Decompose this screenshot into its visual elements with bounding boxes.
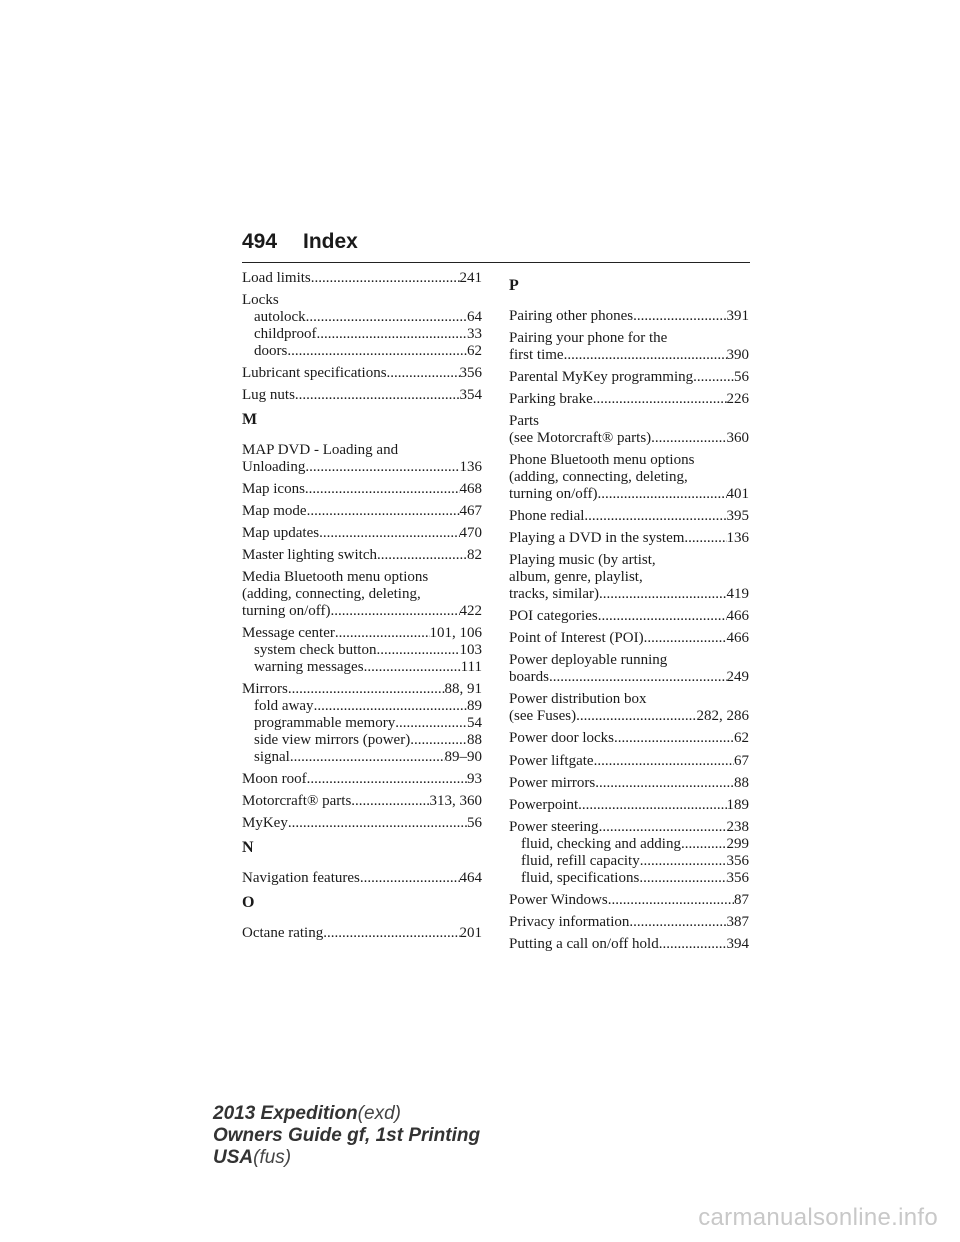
page-reference: 189 [726, 796, 749, 813]
dot-leader [305, 459, 459, 476]
dot-leader [364, 659, 461, 676]
entry-text: Point of Interest (POI) [509, 630, 644, 647]
index-entry [509, 652, 749, 686]
entry-text: Power distribution box [509, 691, 647, 708]
index-entry [242, 625, 482, 676]
dot-leader [593, 391, 727, 408]
page-reference: 464 [459, 869, 482, 886]
dot-leader [594, 753, 734, 770]
dot-leader [319, 525, 459, 542]
page-reference: 103 [459, 642, 482, 659]
dot-leader [684, 530, 726, 547]
entry-text: MAP DVD - Loading and [242, 441, 399, 458]
dot-leader [395, 715, 467, 732]
index-subentry [242, 343, 482, 360]
page-reference: 89 [467, 698, 482, 714]
index-entry [509, 452, 749, 503]
page-reference: 390 [726, 347, 749, 363]
dot-leader [307, 503, 460, 520]
index-subentry [242, 642, 482, 659]
index-entry-line [242, 525, 482, 542]
page-reference: 395 [726, 508, 749, 525]
index-entry-line [242, 547, 482, 564]
page-reference: 391 [726, 308, 749, 324]
index-entry-line [509, 708, 749, 725]
dot-leader [598, 608, 727, 625]
index-entry-line [242, 793, 482, 810]
index-column-left [242, 270, 482, 947]
index-entry [509, 391, 749, 408]
page-reference: 466 [726, 630, 749, 647]
entry-text: Power mirrors [509, 774, 596, 791]
index-subentry [242, 715, 482, 732]
page-number: 494 [242, 230, 278, 253]
index-entry-line [509, 452, 749, 469]
index-entry-line [242, 503, 482, 520]
index-entry [242, 442, 482, 476]
page-reference: 387 [726, 913, 749, 930]
page-reference: 56 [467, 815, 482, 831]
index-subentry [242, 309, 482, 326]
dot-leader [287, 343, 467, 360]
index-entry-line [509, 691, 749, 708]
index-entry-line [509, 552, 749, 569]
dot-leader [659, 936, 727, 953]
page-reference: 54 [467, 714, 482, 731]
entry-text: Playing a DVD in the system [509, 530, 685, 547]
page-reference: 88, 91 [444, 681, 482, 698]
entry-text: Power steering [509, 818, 599, 835]
page-reference: 356 [726, 869, 749, 886]
page-reference: 64 [467, 309, 482, 325]
entry-text: Navigation features [242, 869, 360, 886]
page-reference: 136 [459, 458, 482, 475]
page-reference: 238 [726, 818, 749, 835]
entry-text: tracks, similar) [509, 586, 599, 603]
entry-text: (adding, connecting, deleting, [242, 586, 421, 603]
dot-leader [576, 708, 696, 725]
index-entry [242, 292, 482, 360]
index-entry [242, 503, 482, 520]
index-entry [242, 870, 482, 887]
dot-leader [644, 630, 727, 647]
index-entry-line [509, 347, 749, 364]
index-entry [509, 369, 749, 386]
index-entry-line [242, 481, 482, 498]
entry-text: autolock [254, 309, 306, 325]
entry-text: Media Bluetooth menu options [242, 569, 429, 586]
entry-text: Powerpoint [509, 796, 579, 813]
page-reference: 356 [459, 364, 482, 381]
index-entry-line [509, 652, 749, 669]
index-entry [509, 530, 749, 547]
index-entry-line [509, 892, 749, 909]
entry-text: Map updates [242, 525, 320, 542]
page-reference: 354 [459, 387, 482, 403]
page-reference: 241 [459, 270, 482, 286]
entry-text: (adding, connecting, deleting, [509, 469, 688, 486]
entry-text: Motorcraft® parts [242, 792, 352, 809]
index-entry [509, 691, 749, 725]
page-reference: 56 [734, 369, 749, 386]
dot-leader [307, 771, 467, 788]
index-entry [242, 525, 482, 542]
page-title: Index [303, 230, 358, 253]
entry-text: programmable memory [254, 714, 396, 731]
footer-line-3: USA(fus) [213, 1147, 292, 1168]
index-entry [242, 387, 482, 404]
index-entry-line [242, 569, 482, 586]
entry-text: Moon roof [242, 770, 307, 787]
index-entry-line [242, 870, 482, 887]
page-reference: 33 [467, 325, 482, 342]
entry-text: system check button [254, 642, 377, 659]
entry-text: Mirrors [242, 681, 288, 698]
dot-leader [608, 892, 734, 909]
index-entry [242, 270, 482, 287]
dot-leader [595, 775, 734, 792]
page-reference: 88 [467, 731, 482, 748]
index-entry [509, 608, 749, 625]
entry-text: Putting a call on/off hold [509, 935, 659, 952]
page-reference: 111 [460, 659, 482, 675]
dot-leader [351, 793, 429, 810]
page-reference: 249 [726, 669, 749, 686]
index-entry [242, 815, 482, 832]
page-reference: 360 [726, 430, 749, 447]
page-reference: 422 [459, 603, 482, 620]
index-entry-line [509, 819, 749, 836]
entry-text: turning on/off) [509, 486, 598, 503]
footer-line-2: Owners Guide gf, 1st Printing [213, 1125, 481, 1146]
dot-leader [387, 365, 460, 382]
page-reference: 282, 286 [696, 708, 749, 725]
entry-text: Map mode [242, 503, 307, 519]
entry-text: Unloading [242, 458, 306, 475]
index-entry-line [242, 681, 482, 698]
index-entry-line [509, 508, 749, 525]
index-entry-line [509, 569, 749, 586]
index-entry [242, 793, 482, 810]
page-reference: 401 [726, 486, 749, 503]
dot-leader [330, 603, 459, 620]
dot-leader [578, 797, 726, 814]
index-entry [509, 936, 749, 953]
entry-text: Load limits [242, 270, 311, 286]
index-entry [509, 753, 749, 770]
entry-text: turning on/off) [242, 603, 331, 620]
page-reference: 394 [726, 935, 749, 952]
entry-text: Power liftgate [509, 752, 594, 769]
dot-leader [311, 270, 460, 287]
index-entry [242, 925, 482, 942]
index-entry-line [509, 608, 749, 625]
index-subentry [509, 853, 749, 870]
dot-leader [288, 681, 445, 698]
entry-text: Lug nuts [242, 387, 295, 403]
dot-leader [360, 870, 460, 887]
dot-leader [335, 625, 430, 642]
index-entry-line [242, 603, 482, 620]
index-entry-line [509, 330, 749, 347]
index-subentry [509, 836, 749, 853]
index-entry-line [509, 469, 749, 486]
index-entry-line [509, 486, 749, 503]
index-entry-line [242, 365, 482, 382]
index-entry [509, 630, 749, 647]
entry-text: Phone Bluetooth menu options [509, 452, 695, 469]
page-reference: 62 [467, 342, 482, 359]
index-entry-line [509, 308, 749, 325]
dot-leader [305, 481, 460, 498]
entry-text: Power door locks [509, 730, 614, 747]
page-reference: 470 [459, 525, 482, 542]
dot-leader [314, 698, 467, 715]
entry-text: fold away [254, 698, 314, 714]
dot-leader [681, 836, 727, 853]
entry-text: Lubricant specifications [242, 364, 387, 381]
index-entry-line [509, 586, 749, 603]
dot-leader [651, 430, 726, 447]
index-entry [509, 775, 749, 792]
index-entry [509, 730, 749, 747]
dot-leader [316, 326, 467, 343]
index-entry [509, 892, 749, 909]
dot-leader [597, 486, 726, 503]
entry-text: Power deployable running [509, 652, 668, 669]
entry-text: (see Motorcraft® parts) [509, 430, 652, 447]
index-entry-line [242, 625, 482, 642]
index-entry [242, 569, 482, 620]
index-entry-line [509, 430, 749, 447]
index-entry-line [509, 630, 749, 647]
page-reference: 313, 360 [429, 792, 482, 809]
page-reference: 82 [467, 547, 482, 564]
index-entry [509, 330, 749, 364]
dot-leader [549, 669, 727, 686]
index-entry-line [509, 391, 749, 408]
section-letter: N [242, 838, 254, 856]
index-entry [509, 914, 749, 931]
entry-text: side view mirrors (power) [254, 731, 411, 748]
index-entry-line [509, 775, 749, 792]
index-entry-line [509, 669, 749, 686]
dot-leader [288, 815, 467, 832]
page-header [242, 228, 750, 263]
index-entry-line [242, 815, 482, 832]
dot-leader [323, 925, 459, 942]
entry-text: Parental MyKey programming [509, 369, 694, 386]
index-subentry [242, 326, 482, 343]
entry-text: Phone redial [509, 508, 585, 525]
entry-text: boards [509, 669, 549, 686]
entry-text: doors [254, 342, 288, 359]
entry-text: signal [254, 748, 290, 765]
entry-text: Privacy information [509, 913, 630, 930]
index-entry [509, 797, 749, 814]
dot-leader [599, 586, 727, 603]
index-entry-line [509, 413, 749, 430]
index-entry [242, 481, 482, 498]
entry-text: childproof [254, 325, 317, 342]
index-entry-line [242, 292, 482, 309]
page-reference: 356 [726, 852, 749, 869]
index-entry [509, 819, 749, 887]
page-reference: 93 [467, 770, 482, 787]
dot-leader [633, 308, 726, 325]
dot-leader [640, 853, 727, 870]
entry-text: album, genre, playlist, [509, 569, 643, 586]
page-reference: 468 [459, 480, 482, 497]
page-reference: 299 [726, 835, 749, 852]
entry-text: (see Fuses) [509, 708, 577, 725]
index-entry [242, 365, 482, 382]
page-reference: 101, 106 [429, 625, 482, 642]
index-entry [509, 308, 749, 325]
dot-leader [614, 730, 734, 747]
index-entry [242, 771, 482, 788]
site-watermark: carmanualsonline.info [698, 1204, 938, 1231]
page-reference: 466 [726, 608, 749, 625]
index-entry-line [509, 730, 749, 747]
entry-text: fluid, refill capacity [521, 852, 640, 869]
section-letter: O [242, 893, 255, 911]
index-entry [242, 547, 482, 564]
entry-text: Power Windows [509, 891, 608, 908]
index-entry [509, 413, 749, 447]
entry-text: Parts [509, 413, 539, 430]
index-entry [509, 508, 749, 525]
index-entry-line [509, 369, 749, 386]
index-subentry [242, 659, 482, 676]
index-entry-line [242, 925, 482, 942]
index-entry-line [242, 459, 482, 476]
page-reference: 89–90 [444, 748, 482, 765]
dot-leader [290, 749, 445, 766]
dot-leader [599, 819, 727, 836]
entry-text: fluid, checking and adding [521, 835, 681, 852]
footer-line-1: 2013 Expedition(exd) [213, 1103, 401, 1124]
page-reference: 201 [459, 924, 482, 941]
entry-text: Playing music (by artist, [509, 552, 656, 569]
index-entry-line [509, 753, 749, 770]
index-subentry [242, 698, 482, 715]
index-subentry [242, 749, 482, 766]
dot-leader [377, 547, 467, 564]
index-subentry [509, 870, 749, 887]
section-letter: M [242, 410, 258, 428]
index-entry-line [509, 936, 749, 953]
page-reference: 136 [726, 530, 749, 547]
index-subentry [242, 732, 482, 749]
entry-text: first time [509, 347, 564, 363]
index-entry-line [242, 442, 482, 459]
page-reference: 226 [726, 391, 749, 408]
index-entry-line [509, 797, 749, 814]
entry-text: warning messages [254, 659, 364, 675]
dot-leader [629, 914, 726, 931]
index-entry-line [242, 586, 482, 603]
dot-leader [306, 309, 467, 326]
index-entry-line [242, 270, 482, 287]
index-column-right [509, 270, 749, 958]
entry-text: Pairing other phones [509, 308, 634, 324]
entry-text: POI categories [509, 608, 598, 625]
entry-text: Master lighting switch [242, 547, 377, 564]
entry-text: Parking brake [509, 391, 593, 408]
entry-text: fluid, specifications [521, 869, 640, 886]
page-reference: 62 [734, 730, 749, 747]
dot-leader [295, 387, 460, 404]
dot-leader [410, 732, 467, 749]
index-entry [509, 552, 749, 603]
dot-leader [584, 508, 726, 525]
dot-leader [564, 347, 727, 364]
page-reference: 87 [734, 891, 749, 908]
page-reference: 67 [734, 752, 749, 769]
dot-leader [376, 642, 459, 659]
page-reference: 88 [734, 774, 749, 791]
entry-text: Message center [242, 625, 335, 642]
dot-leader [693, 369, 734, 386]
page-reference: 467 [459, 503, 482, 519]
index-entry-line [242, 387, 482, 404]
index-entry [242, 681, 482, 766]
page-reference: 419 [726, 586, 749, 603]
index-entry-line [509, 914, 749, 931]
entry-text: Map icons [242, 480, 305, 497]
index-entry-line [509, 530, 749, 547]
index-entry-line [242, 771, 482, 788]
entry-text: MyKey [242, 815, 288, 831]
dot-leader [639, 870, 726, 887]
section-letter: P [509, 277, 519, 294]
entry-text: Locks [242, 292, 279, 309]
entry-text: Octane rating [242, 924, 324, 941]
document-footer [213, 1103, 480, 1169]
entry-text: Pairing your phone for the [509, 330, 668, 347]
